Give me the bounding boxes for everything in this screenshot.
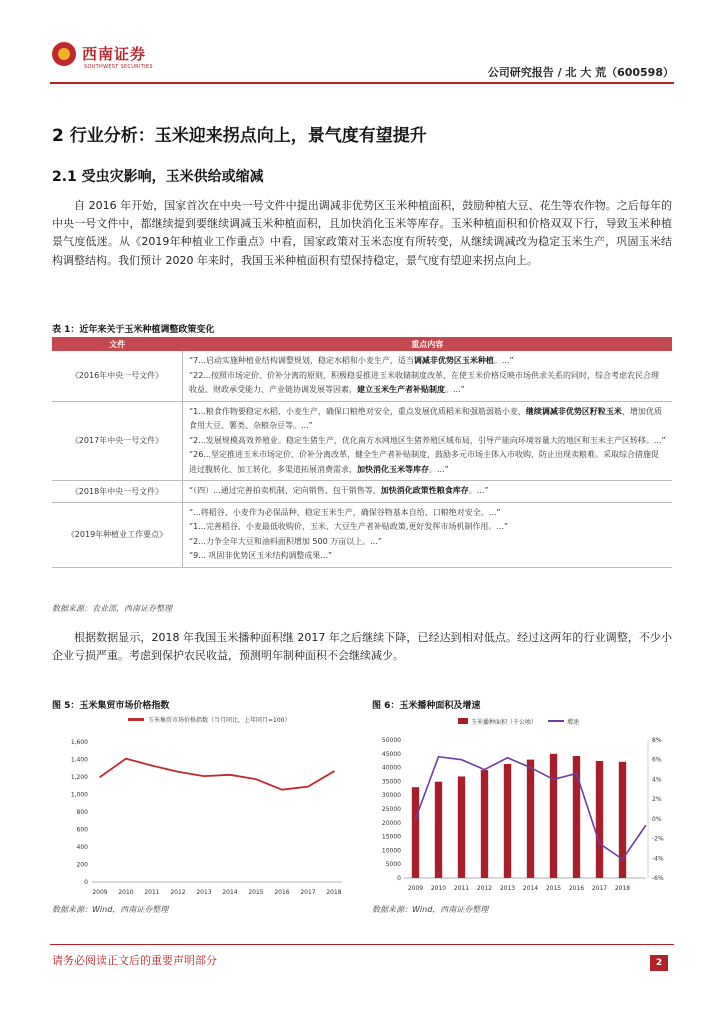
- y-tick-label: 1,000: [70, 791, 88, 799]
- x-tick-label: 2017: [591, 885, 608, 892]
- y-tick-label: 800: [76, 809, 88, 816]
- table-header-doc: 文件: [52, 337, 183, 351]
- figure5-chart: [52, 710, 352, 902]
- bar: [619, 762, 626, 878]
- growth-point: [507, 757, 509, 759]
- policy-point: “2...发展规模高效养殖业。稳定生猪生产，优化南方水网地区生猪养殖区域布局，引导产能向环境容量大的地区和玉米主产区转移。...”: [189, 435, 666, 445]
- y-right-tick-label: 8%: [652, 737, 662, 744]
- data-point: [99, 776, 101, 778]
- policy-highlight: 建立玉米生产者补贴制度: [357, 385, 445, 394]
- bar: [458, 776, 465, 878]
- y-left-tick-label: 0: [397, 875, 401, 882]
- table-cell-doc: 《2018年中央一号文件》: [52, 481, 183, 503]
- figure6-title: 图 6：玉米播种面积及增速: [372, 701, 481, 711]
- company-logo-icon: [52, 42, 76, 66]
- report-label: 公司研究报告 / 北 大 荒（600598）: [487, 66, 674, 79]
- y-left-tick-label: 25000: [381, 806, 401, 813]
- x-tick-label: 2017: [300, 889, 316, 896]
- x-tick-label: 2013: [196, 889, 212, 896]
- policy-point: “2...力争全年大豆和油料面积增加 500 万亩以上。...”: [189, 536, 382, 546]
- y-right-tick-label: -4%: [652, 855, 664, 863]
- footer-divider: [50, 944, 674, 945]
- figure6-source: 数据来源：Wind，西南证券整理: [372, 905, 489, 914]
- y-left-tick-label: 45000: [381, 750, 401, 758]
- footer-disclaimer: 请务必阅读正文后的重要声明部分: [52, 954, 217, 967]
- data-point: [229, 774, 231, 776]
- data-point: [307, 786, 309, 788]
- data-point: [255, 778, 257, 780]
- table-title: 表 1：近年来关于玉米种植调整政策变化: [52, 325, 215, 335]
- figure5-source: 数据来源：Wind，西南证券整理: [52, 905, 169, 914]
- y-right-tick-label: -2%: [652, 835, 664, 843]
- data-point: [203, 775, 205, 777]
- page-number: 2: [650, 955, 668, 971]
- table-row: [52, 351, 672, 401]
- x-tick-label: 2013: [499, 885, 516, 892]
- policy-table: [52, 337, 672, 568]
- growth-point: [645, 825, 647, 827]
- bar: [550, 754, 557, 878]
- y-tick-label: 1,600: [70, 739, 88, 746]
- data-point: [333, 771, 335, 773]
- bar: [412, 787, 419, 878]
- policy-point: “...将稻谷、小麦作为必保品种，稳定玉米生产，确保谷物基本自给、口粮绝对安全。...”: [189, 507, 501, 517]
- growth-point: [553, 779, 555, 781]
- policy-highlight: 加快消化玉米等库存: [357, 464, 429, 474]
- bar: [504, 764, 511, 878]
- growth-point: [622, 858, 624, 860]
- x-tick-label: 2009: [407, 885, 424, 892]
- table-cell-content: [183, 502, 673, 567]
- legend-label: 玉米集贸市场价格指数（当月同比，上年同月=100）: [148, 717, 291, 724]
- data-point: [151, 765, 153, 767]
- growth-point: [576, 773, 578, 775]
- x-tick-label: 2010: [430, 885, 447, 892]
- y-tick-label: 1,400: [70, 756, 88, 764]
- x-tick-label: 2009: [92, 889, 108, 896]
- x-tick-label: 2011: [144, 889, 160, 896]
- growth-point: [461, 759, 463, 761]
- policy-highlight: 加快消化政策性粮食库存: [380, 486, 469, 495]
- table-source: 数据来源：农业部，西南证券整理: [52, 604, 172, 613]
- y-left-tick-label: 20000: [381, 819, 401, 827]
- x-tick-label: 2015: [248, 889, 264, 896]
- paragraph-2: 根据数据显示，2018 年我国玉米播种面积继 2017 年之后继续下降，已经达到相对低点。经过这两年的行业调整，不少小企业亏损严重。考虑到保护农民收益，预测明年制种面积不会继续减少。: [52, 631, 672, 663]
- y-right-tick-label: 2%: [652, 796, 662, 804]
- policy-point: “1...完善稻谷、小麦最低收购价，玉米、大豆生产者补贴政策,更好发挥市场机制作用。...”: [189, 522, 509, 531]
- legend-swatch: [128, 718, 144, 721]
- growth-point: [484, 769, 486, 771]
- figure6-chart: [368, 710, 672, 902]
- table-cell-doc: 《2016年中央一号文件》: [52, 351, 183, 401]
- table-cell-doc: 《2019年种植业工作要点》: [52, 502, 183, 567]
- y-tick-label: 600: [76, 826, 88, 834]
- growth-point: [415, 818, 417, 820]
- x-tick-label: 2010: [118, 889, 134, 896]
- y-right-tick-label: 4%: [652, 776, 662, 784]
- x-tick-label: 2016: [274, 889, 290, 896]
- y-right-tick-label: 6%: [652, 756, 662, 764]
- section-subtitle: 2.1 受虫灾影响，玉米供给或缩减: [52, 169, 264, 185]
- x-tick-label: 2012: [170, 889, 186, 896]
- policy-point: “（四）...通过完善拍卖机制、定向销售、包干销售等，加快消化政策性粮食库存。...”: [189, 486, 489, 495]
- policy-point: “7...启动实施种植业结构调整规划，稳定水稻和小麦生产，适当调减非优势区玉米种植。...”: [189, 356, 514, 365]
- bar: [527, 760, 534, 878]
- table-row: [52, 502, 672, 567]
- y-left-tick-label: 10000: [381, 847, 401, 855]
- figure5-title: 图 5：玉米集贸市场价格指数: [52, 701, 170, 711]
- header-divider: [50, 82, 674, 84]
- data-point: [125, 758, 127, 760]
- policy-point: “1...粮食作物要稳定水稻、小麦生产，确保口粮绝对安全，重点发展优质稻米和强筋弱筋小麦，继续调减非优势区籽粒玉米，增加优质食用大豆、薯类、杂粮杂豆等。...”: [189, 406, 662, 430]
- bar: [481, 770, 488, 878]
- x-tick-label: 2012: [476, 885, 493, 892]
- y-tick-label: 1,200: [70, 774, 88, 781]
- y-left-tick-label: 50000: [381, 737, 401, 744]
- y-left-tick-label: 5000: [385, 861, 401, 869]
- bar: [596, 761, 603, 878]
- policy-highlight: 调减非优势区玉米种植: [413, 356, 494, 365]
- y-left-tick-label: 15000: [381, 833, 401, 841]
- y-right-tick-label: 0%: [652, 815, 662, 823]
- table-cell-content: [183, 481, 673, 503]
- x-tick-label: 2016: [568, 885, 585, 892]
- growth-point: [438, 756, 440, 758]
- policy-point: “26...坚定推进玉米市场定价、价补分离改革，健全生产者补贴制度，鼓励多元市场主体入市收购，防止出现卖粮难。采取综合措施促进过腹转化、加工转化，多渠道拓展消费需求，加快消化玉米等库存。...”: [189, 450, 659, 474]
- section-title: 2 行业分析：玉米迎来拐点向上，景气度有望提升: [52, 126, 427, 146]
- y-right-tick-label: -6%: [652, 875, 664, 882]
- policy-point: “22...按照市场定价、价补分离的原则，积极稳妥推进玉米收储制度改革，在使玉米价格反映市场供求关系的同时，综合考虑农民合理收益、财政承受能力、产业链协调发展等因素，建立玉米生产者补贴制度。...”: [189, 370, 659, 394]
- table-header-row: [52, 337, 672, 351]
- legend-swatch-bar: [458, 718, 468, 724]
- x-tick-label: 2014: [522, 885, 539, 892]
- growth-point: [599, 843, 601, 845]
- x-tick-label: 2015: [545, 885, 562, 892]
- logo-subtext: SOUTHWEST SECURITIES: [84, 64, 153, 70]
- x-tick-label: 2018: [614, 885, 631, 892]
- table-row: [52, 401, 672, 481]
- data-point: [281, 789, 283, 791]
- legend-label-line: 增速: [567, 719, 580, 726]
- policy-point: “9... 巩固非优势区玉米结构调整成果...”: [189, 551, 333, 560]
- bar: [435, 782, 442, 878]
- series-line: [100, 759, 334, 790]
- y-left-tick-label: 35000: [381, 778, 401, 786]
- x-tick-label: 2014: [222, 889, 238, 896]
- table-cell-content: [183, 351, 673, 401]
- paragraph-1: 自 2016 年开始，国家首次在中央一号文件中提出调减非优势区玉米种植面积，鼓励种植大豆、花生等农作物。之后每年的中央一号文件中，都继续提到要继续调减玉米种植面积，且加快消化玉米等库存。玉米种植面积和价格双双下行，导致玉米种植景气度低迷。从《2019年种植业工作重点》中看，国家政策对玉米态度有所转变，从继续调减改为稳定玉米生产，巩固玉米结构调整结构。我们预计 2020 年来时，我国玉米种植面积有望保持稳定，景气度有望迎来拐点向上。: [52, 199, 672, 267]
- y-tick-label: 0: [84, 879, 88, 886]
- table-header-content: 重点内容: [183, 337, 673, 351]
- data-point: [177, 771, 179, 773]
- logo-text: 西南证券: [82, 45, 147, 63]
- x-tick-label: 2011: [453, 885, 470, 892]
- y-left-tick-label: 40000: [381, 764, 401, 772]
- table-cell-doc: 《2017年中央一号文件》: [52, 401, 183, 481]
- table-cell-content: [183, 401, 673, 481]
- y-tick-label: 400: [76, 844, 88, 851]
- x-tick-label: 2018: [326, 889, 342, 896]
- y-left-tick-label: 30000: [381, 792, 401, 800]
- y-tick-label: 200: [76, 861, 88, 869]
- policy-highlight: 继续调减非优势区籽粒玉米: [525, 406, 622, 416]
- table-row: [52, 481, 672, 503]
- growth-point: [530, 767, 532, 769]
- legend-label-bar: 玉米播种面积（千公顷）: [471, 719, 538, 726]
